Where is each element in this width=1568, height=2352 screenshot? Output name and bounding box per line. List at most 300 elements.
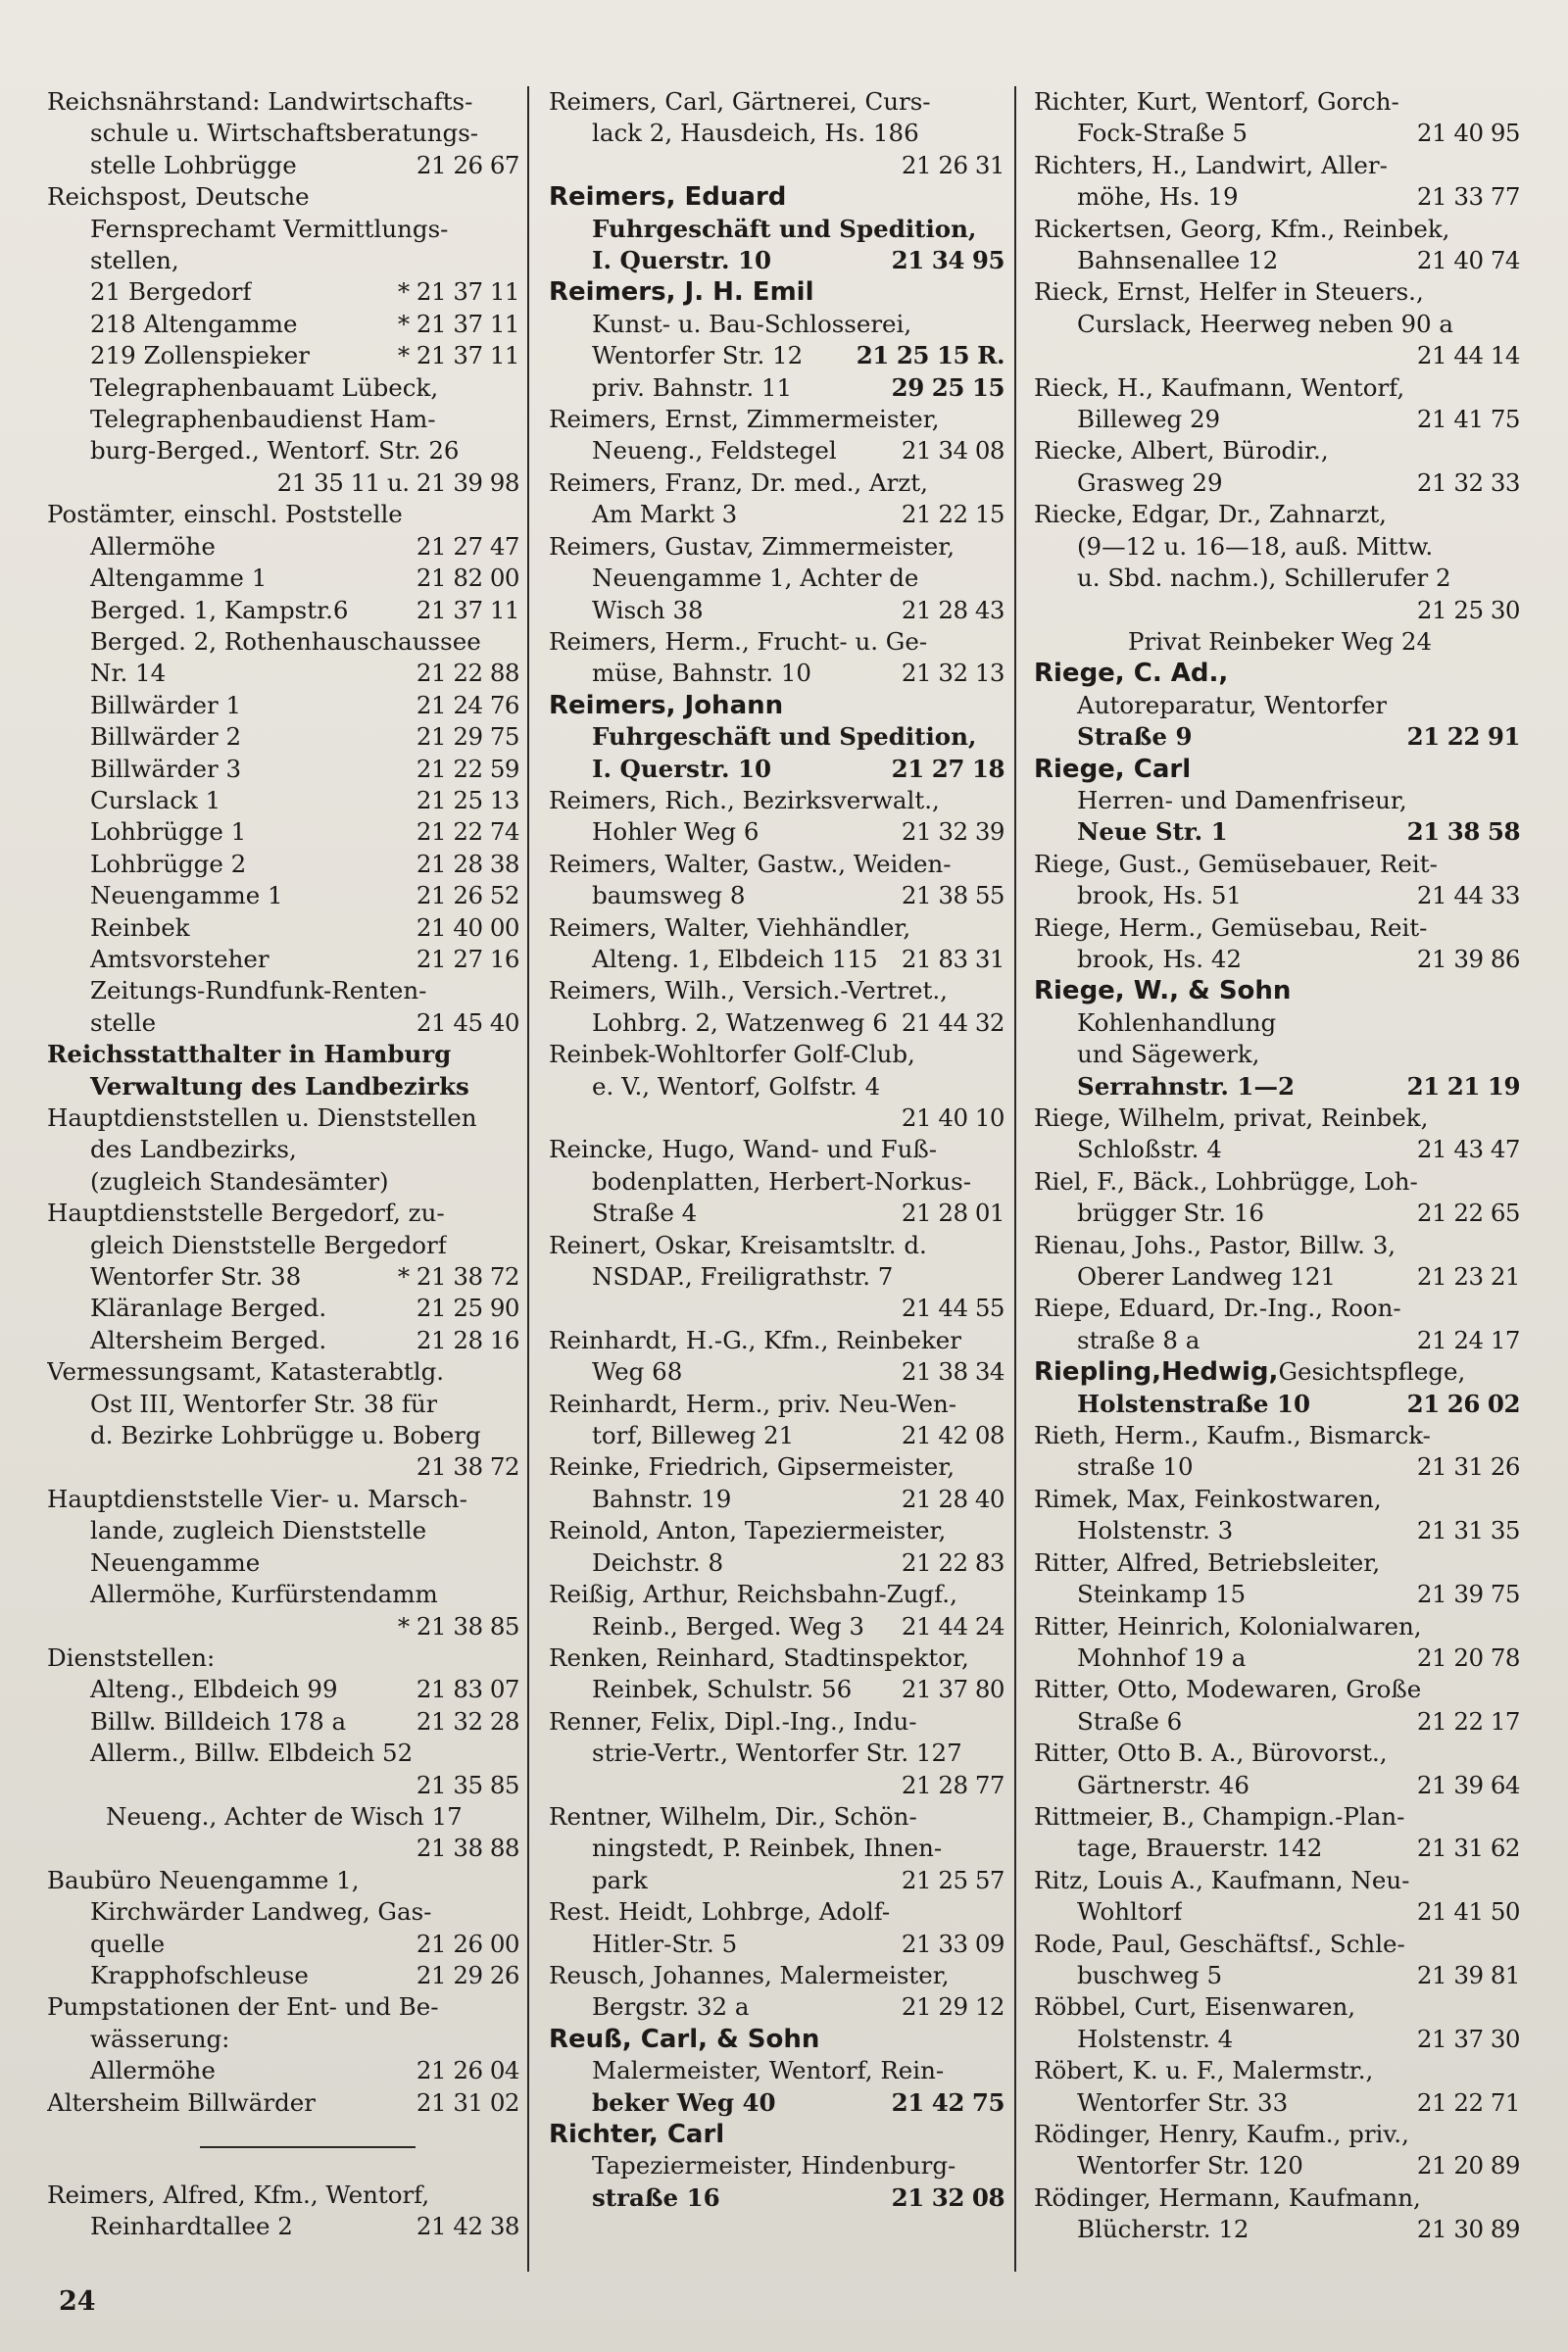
entry-name: Reimers, Herm., Frucht- u. Ge- — [549, 626, 928, 656]
phone-number: 21 32 13 — [901, 659, 1004, 688]
entry-detail: I. Querstr. 10 — [592, 246, 772, 275]
entry-line — [47, 1356, 519, 1388]
entry-line — [47, 1420, 519, 1451]
entry-line — [549, 944, 1004, 975]
entry-name: Postämter, einschl. Poststelle — [47, 500, 403, 529]
entry-line — [1034, 1896, 1520, 1928]
entry-line — [1034, 1833, 1520, 1864]
entry-detail: Hohler Weg 6 — [592, 817, 760, 847]
entry-line — [549, 309, 1004, 340]
entry-line — [549, 1230, 1004, 1261]
entry-line — [549, 1261, 1004, 1293]
directory-entry — [47, 1039, 519, 1102]
entry-detail: Hitler-Str. 5 — [592, 1929, 738, 1958]
entry-detail: Bergstr. 32 a — [592, 1992, 750, 2022]
entry-line — [1034, 975, 1520, 1006]
directory-entry — [47, 1484, 519, 1642]
phone-number: 21 26 02 — [1406, 1389, 1520, 1418]
entry-line — [47, 1547, 519, 1579]
entry-name: Riepling,Hedwig, — [1034, 1357, 1279, 1388]
entry-detail: und Sägewerk, — [1077, 1040, 1260, 1069]
phone-number: 21 40 74 — [1416, 246, 1520, 275]
entry-detail: stelle Lohbrügge — [90, 150, 297, 179]
entry-line — [1034, 754, 1520, 785]
entry-line — [1034, 1770, 1520, 1801]
entry-detail: Reinbek, Schulstr. 56 — [592, 1675, 853, 1704]
directory-entry — [47, 86, 519, 181]
entry-detail: bodenplatten, Herbert-Norkus- — [592, 1166, 972, 1196]
entry-line — [549, 816, 1004, 848]
directory-entry — [47, 1991, 519, 2086]
entry-line — [1034, 309, 1520, 340]
entry-line — [549, 435, 1004, 466]
entry-detail: Berged. 2, Rothenhauschaussee — [90, 626, 481, 656]
entry-detail: tage, Brauerstr. 142 — [1077, 1834, 1323, 1863]
entry-detail: Straße 9 — [1077, 722, 1193, 752]
entry-detail: Wentorfer Str. 12 — [592, 341, 804, 370]
entry-line — [549, 1007, 1004, 1039]
phone-number: 21 27 16 — [416, 944, 519, 973]
entry-line — [549, 595, 1004, 626]
entry-line — [549, 2182, 1004, 2214]
entry-name: Ritter, Alfred, Betriebsleiter, — [1034, 1547, 1381, 1577]
entry-line — [47, 1991, 519, 2023]
directory-entry — [549, 975, 1004, 1039]
phone-number: 21 25 15 R. — [856, 341, 1004, 370]
directory-entry — [549, 1389, 1004, 1452]
entry-line — [47, 214, 519, 245]
column-3 — [1014, 86, 1524, 2272]
directory-entry — [47, 181, 519, 499]
entry-line — [1034, 1865, 1520, 1896]
phone-number: 21 24 17 — [1416, 1325, 1520, 1354]
entry-line — [549, 214, 1004, 245]
entry-detail: Tapeziermeister, Hindenburg- — [592, 2151, 956, 2180]
entry-name: Rimek, Max, Feinkostwaren, — [1034, 1484, 1382, 1513]
phone-number: 21 39 81 — [1416, 1960, 1520, 1989]
entry-line — [1034, 626, 1520, 658]
entry-detail: Fock-Straße 5 — [1077, 119, 1249, 148]
entry-detail: Malermeister, Wentorf, Rein- — [592, 2056, 945, 2085]
entry-line — [549, 1356, 1004, 1388]
entry-detail: Billwärder 2 — [90, 722, 242, 752]
entry-detail: Am Markt 3 — [592, 500, 738, 529]
entry-line — [47, 2087, 519, 2119]
entry-detail: Neuengamme — [90, 1547, 261, 1577]
phone-number: 21 35 11 u. 21 39 98 — [276, 467, 519, 497]
entry-line — [47, 1198, 519, 1229]
entry-detail: des Landbezirks, — [90, 1135, 297, 1164]
directory-entry — [1034, 754, 1520, 849]
entry-line — [47, 2024, 519, 2055]
entry-detail: Weg 68 — [592, 1357, 683, 1387]
entry-detail: Blücherstr. 12 — [1077, 2215, 1250, 2244]
entry-detail: ningstedt, P. Reinbek, Ihnen- — [592, 1834, 943, 1863]
entry-detail: straße 16 — [592, 2182, 720, 2212]
entry-line — [1034, 214, 1520, 245]
entry-line — [1034, 150, 1520, 181]
entry-name: Reimers, Walter, Viehhändler, — [549, 912, 911, 942]
phone-number: 21 39 86 — [1416, 944, 1520, 973]
directory-entry — [1034, 849, 1520, 912]
entry-line — [1034, 1134, 1520, 1165]
entry-line — [549, 1738, 1004, 1769]
entry-name: Ritz, Louis A., Kaufmann, Neu- — [1034, 1865, 1410, 1894]
directory-entry — [549, 404, 1004, 467]
entry-name: Reusch, Johannes, Malermeister, — [549, 1960, 950, 1989]
phone-number: 21 45 40 — [416, 1007, 519, 1037]
phone-number: 21 29 26 — [416, 1960, 519, 1989]
phone-number: 21 44 33 — [1416, 881, 1520, 910]
entry-name: Ritter, Heinrich, Kolonialwaren, — [1034, 1611, 1422, 1641]
phone-number: 21 29 75 — [416, 722, 519, 752]
entry-name: Reichspost, Deutsche — [47, 182, 310, 212]
entry-detail: Privat Reinbeker Weg 24 — [1128, 626, 1433, 656]
entry-name: Riege, W., & Sohn — [1034, 976, 1292, 1006]
directory-entry — [549, 1325, 1004, 1389]
entry-detail: Gesichtspflege, — [1278, 1357, 1466, 1387]
directory-entry — [1034, 1738, 1520, 1801]
phone-number: 21 25 13 — [416, 785, 519, 814]
entry-line — [1034, 467, 1520, 499]
entry-name: Rest. Heidt, Lohbrge, Adolf- — [549, 1897, 891, 1927]
entry-detail: Reinb., Berged. Weg 3 — [592, 1611, 865, 1641]
entry-detail: Curslack 1 — [90, 785, 221, 814]
phone-number: 21 31 35 — [1416, 1516, 1520, 1545]
phone-number: 21 37 11 — [416, 595, 519, 624]
entry-line — [549, 467, 1004, 499]
entry-line — [47, 1102, 519, 1134]
entry-name: Reuß, Carl, & Sohn — [549, 2024, 820, 2054]
directory-entry — [1034, 975, 1520, 1102]
entry-name: Rieck, H., Kaufmann, Wentorf, — [1034, 372, 1405, 402]
entry-detail: burg-Berged., Wentorf. Str. 26 — [90, 436, 460, 466]
entry-detail: Lohbrügge 1 — [90, 817, 247, 847]
phone-number: 21 20 78 — [1416, 1642, 1520, 1672]
entry-detail: Bahnstr. 19 — [592, 1484, 732, 1513]
entry-detail: (zugleich Standesämter) — [90, 1166, 389, 1196]
entry-name: Reimers, Walter, Gastw., Weiden- — [549, 849, 952, 878]
phone-number: 21 22 15 — [901, 500, 1004, 529]
entry-detail: Neue Str. 1 — [1077, 817, 1228, 847]
entry-line — [47, 276, 519, 308]
phone-number: 21 22 17 — [1416, 1706, 1520, 1736]
entry-line — [549, 372, 1004, 404]
entry-line — [47, 2180, 519, 2211]
entry-name: Reimers, Rich., Bezirksverwalt., — [549, 785, 940, 814]
entry-line — [549, 118, 1004, 149]
entry-line — [1034, 944, 1520, 975]
directory-entry — [1034, 1230, 1520, 1294]
directory-entry — [1034, 1293, 1520, 1356]
phone-number: 21 31 62 — [1416, 1834, 1520, 1863]
entry-line — [47, 975, 519, 1006]
entry-name: Reinold, Anton, Tapeziermeister, — [549, 1516, 947, 1545]
phone-number: 21 39 64 — [1416, 1770, 1520, 1799]
entry-line — [47, 754, 519, 785]
entry-detail: Billw. Billdeich 178 a — [90, 1706, 347, 1736]
directory-entry — [1034, 658, 1520, 753]
entry-detail: 219 Zollenspieker — [90, 341, 310, 370]
entry-line — [1034, 563, 1520, 594]
entry-name: Reinhardt, H.-G., Kfm., Reinbeker — [549, 1325, 962, 1354]
entry-name: Reimers, Wilh., Versich.-Vertret., — [549, 976, 948, 1005]
entry-name: Rienau, Johs., Pastor, Billw. 3, — [1034, 1230, 1396, 1259]
entry-line — [1034, 721, 1520, 753]
phone-number: 29 25 15 — [891, 372, 1004, 402]
entry-line — [549, 1865, 1004, 1896]
entry-detail: Allerm., Billw. Elbdeich 52 — [90, 1739, 414, 1768]
entry-detail: priv. Bahnstr. 11 — [592, 372, 793, 402]
phone-number: 21 22 91 — [1406, 722, 1520, 752]
entry-detail: Wentorfer Str. 120 — [1077, 2151, 1303, 2180]
entry-line — [47, 1579, 519, 1610]
entry-line — [1034, 1738, 1520, 1769]
entry-detail: lack 2, Hausdeich, Hs. 186 — [592, 119, 919, 148]
entry-line — [47, 721, 519, 753]
directory-entry — [549, 1960, 1004, 2024]
entry-detail: brügger Str. 16 — [1077, 1199, 1264, 1228]
directory-entry — [1034, 86, 1520, 150]
entry-line — [1034, 531, 1520, 563]
directory-entry — [1034, 372, 1520, 436]
entry-line — [549, 880, 1004, 911]
directory-entry — [1034, 499, 1520, 658]
entry-line — [1034, 1166, 1520, 1198]
directory-entry — [1034, 1865, 1520, 1929]
entry-line — [1034, 816, 1520, 848]
entry-name: Reimers, Johann — [549, 690, 784, 720]
entry-line — [1034, 1389, 1520, 1420]
entry-line — [1034, 1515, 1520, 1546]
column-1 — [47, 86, 527, 2243]
entry-detail: Kläranlage Berged. — [90, 1294, 327, 1323]
entry-line — [47, 245, 519, 276]
entry-name: Reinhardt, Herm., priv. Neu-Wen- — [549, 1389, 957, 1418]
entry-detail: Ost III, Wentorfer Str. 38 für — [90, 1389, 438, 1418]
entry-line — [1034, 690, 1520, 721]
entry-line — [549, 1102, 1004, 1134]
entry-line — [1034, 1642, 1520, 1674]
entry-name: Reißig, Arthur, Reichsbahn-Zugf., — [549, 1580, 957, 1609]
entry-line — [549, 2055, 1004, 2086]
phone-number: 21 41 50 — [1416, 1897, 1520, 1927]
entry-line — [1034, 1293, 1520, 1324]
entry-detail: wässerung: — [90, 2024, 230, 2053]
entry-line — [549, 1293, 1004, 1324]
entry-line — [47, 880, 519, 911]
entry-detail: möhe, Hs. 19 — [1077, 182, 1239, 212]
entry-line — [47, 563, 519, 594]
entry-line — [47, 531, 519, 563]
entry-name: Hauptdienststelle Vier- u. Marsch- — [47, 1484, 467, 1513]
directory-entry — [549, 467, 1004, 531]
entry-line — [1034, 1484, 1520, 1515]
entry-line — [549, 2087, 1004, 2119]
entry-line — [1034, 595, 1520, 626]
entry-detail: Schloßstr. 4 — [1077, 1135, 1222, 1164]
entry-detail: 218 Altengamme — [90, 309, 298, 338]
entry-detail: Bahnsenallee 12 — [1077, 246, 1279, 275]
entry-detail: d. Bezirke Lohbrügge u. Boberg — [90, 1421, 481, 1450]
directory-entry — [1034, 1420, 1520, 1484]
entry-line — [47, 912, 519, 944]
entry-line — [1034, 1706, 1520, 1738]
phone-number: 21 42 75 — [891, 2087, 1004, 2117]
entry-line — [549, 2119, 1004, 2150]
phone-number: 21 82 00 — [416, 564, 519, 593]
entry-line — [1034, 245, 1520, 276]
entry-line — [47, 849, 519, 880]
entry-detail: Berged. 1, Kampstr.6 — [90, 595, 349, 624]
phone-number: 21 39 75 — [1416, 1580, 1520, 1609]
phone-number: * 21 38 72 — [397, 1262, 519, 1292]
phone-number: 21 26 00 — [416, 1929, 519, 1958]
phone-number: 21 22 83 — [901, 1547, 1004, 1577]
entry-line — [1034, 181, 1520, 213]
entry-name: Hauptdienststellen u. Dienststellen — [47, 1103, 477, 1132]
entry-line — [1034, 2182, 1520, 2214]
phone-number: 21 32 39 — [901, 817, 1004, 847]
entry-name: Reichsnährstand: Landwirtschafts- — [47, 87, 473, 116]
directory-entry — [549, 1451, 1004, 1515]
entry-detail: Herren- und Damenfriseur, — [1077, 785, 1407, 814]
entry-line — [1034, 1547, 1520, 1579]
entry-detail: Deichstr. 8 — [592, 1547, 724, 1577]
entry-detail: Mohnhof 19 a — [1077, 1642, 1247, 1672]
entry-detail: stellen, — [90, 246, 179, 275]
entry-line — [1034, 340, 1520, 371]
directory-entry — [549, 276, 1004, 404]
entry-name: Reinke, Friedrich, Gipsermeister, — [549, 1452, 955, 1482]
entry-line — [47, 1833, 519, 1864]
entry-detail: Allermöhe — [90, 2056, 216, 2085]
phone-number: 21 34 95 — [891, 246, 1004, 275]
entry-name: Altersheim Billwärder — [47, 2087, 316, 2117]
entry-name: Riecke, Albert, Bürodir., — [1034, 436, 1329, 466]
entry-name: Reincke, Hugo, Wand- und Fuß- — [549, 1135, 937, 1164]
entry-line — [549, 531, 1004, 563]
entry-line — [47, 1642, 519, 1674]
directory-entry — [549, 1896, 1004, 1960]
phone-number: 21 38 55 — [901, 881, 1004, 910]
entry-line — [549, 499, 1004, 530]
entry-detail: Lohbrügge 2 — [90, 849, 247, 878]
entry-line — [549, 1642, 1004, 1674]
phone-number: 21 44 55 — [901, 1294, 1004, 1323]
directory-entry — [549, 1642, 1004, 1706]
entry-detail: Zeitungs-Rundfunk-Renten- — [90, 976, 427, 1005]
entry-name: Riecke, Edgar, Dr., Zahnarzt, — [1034, 500, 1387, 529]
entry-name: Reichsstatthalter in Hamburg — [47, 1040, 452, 1069]
directory-entry — [1034, 1356, 1520, 1420]
phone-number: 21 44 24 — [901, 1611, 1004, 1641]
entry-detail: Altengamme 1 — [90, 564, 268, 593]
phone-number: 21 33 77 — [1416, 182, 1520, 212]
entry-line — [1034, 658, 1520, 689]
phone-number: 21 83 07 — [416, 1675, 519, 1704]
entry-line — [549, 1706, 1004, 1738]
entry-detail: Grasweg 29 — [1077, 467, 1223, 497]
directory-entry — [1034, 1102, 1520, 1166]
entry-line — [1034, 1261, 1520, 1293]
entry-line — [47, 86, 519, 118]
directory-entry — [1034, 912, 1520, 976]
entry-line — [549, 1515, 1004, 1546]
entry-detail: park — [592, 1865, 648, 1894]
entry-line — [1034, 1071, 1520, 1102]
entry-detail: NSDAP., Freiligrathstr. 7 — [592, 1262, 894, 1292]
entry-line — [1034, 276, 1520, 308]
entry-line — [549, 785, 1004, 816]
entry-name: Reimers, Eduard — [549, 182, 787, 213]
directory-entry — [1034, 1674, 1520, 1738]
entry-detail: Wisch 38 — [592, 595, 704, 624]
directory-entry — [47, 1865, 519, 1992]
entry-line — [47, 1611, 519, 1642]
entry-detail: Altersheim Berged. — [90, 1325, 327, 1354]
entry-line — [549, 2024, 1004, 2055]
entry-detail: Straße 4 — [592, 1199, 698, 1228]
phone-number: 21 22 74 — [416, 817, 519, 847]
entry-line — [549, 1833, 1004, 1864]
directory-entry — [549, 690, 1004, 785]
entry-name: Reimers, Alfred, Kfm., Wentorf, — [47, 2180, 430, 2209]
entry-line — [549, 658, 1004, 689]
entry-line — [47, 626, 519, 658]
column-2 — [527, 86, 1014, 2272]
phone-number: 21 40 95 — [1416, 119, 1520, 148]
entry-line — [47, 1484, 519, 1515]
entry-line — [549, 1547, 1004, 1579]
phone-number: * 21 38 85 — [397, 1611, 519, 1641]
phone-number: 21 35 85 — [416, 1770, 519, 1799]
entry-line — [549, 1166, 1004, 1198]
phone-number: 21 26 67 — [416, 150, 519, 179]
entry-detail: brook, Hs. 51 — [1077, 881, 1243, 910]
entry-line — [1034, 2055, 1520, 2086]
entry-name: Vermessungsamt, Katasterabtlg. — [47, 1357, 445, 1387]
entry-detail: Oberer Landweg 121 — [1077, 1262, 1337, 1292]
phone-number: 21 28 01 — [901, 1199, 1004, 1228]
entry-line — [47, 499, 519, 530]
directory-entry — [1034, 1547, 1520, 1611]
entry-line — [1034, 1102, 1520, 1134]
entry-line — [1034, 849, 1520, 880]
entry-line — [1034, 2024, 1520, 2055]
phone-number: 21 24 76 — [416, 690, 519, 719]
entry-line — [1034, 372, 1520, 404]
entry-line — [549, 245, 1004, 276]
entry-line — [47, 658, 519, 689]
phone-number: * 21 37 11 — [397, 309, 519, 338]
directory-entry — [1034, 2182, 1520, 2246]
phone-number: * 21 37 11 — [397, 277, 519, 307]
entry-line — [47, 404, 519, 435]
entry-detail: stelle — [90, 1007, 157, 1037]
entry-line — [1034, 1230, 1520, 1261]
entry-line — [47, 1515, 519, 1546]
directory-entry — [549, 785, 1004, 849]
columns — [47, 86, 1529, 2272]
entry-detail: Neueng., Achter de Wisch 17 — [106, 1801, 463, 1831]
entry-detail: strie-Vertr., Wentorfer Str. 127 — [592, 1739, 962, 1768]
entry-line — [549, 1611, 1004, 1642]
entry-detail: Neueng., Feldstegel — [592, 436, 837, 466]
entry-line — [549, 1991, 1004, 2023]
entry-line — [47, 1706, 519, 1738]
entry-detail: Holstenstr. 4 — [1077, 2024, 1234, 2053]
